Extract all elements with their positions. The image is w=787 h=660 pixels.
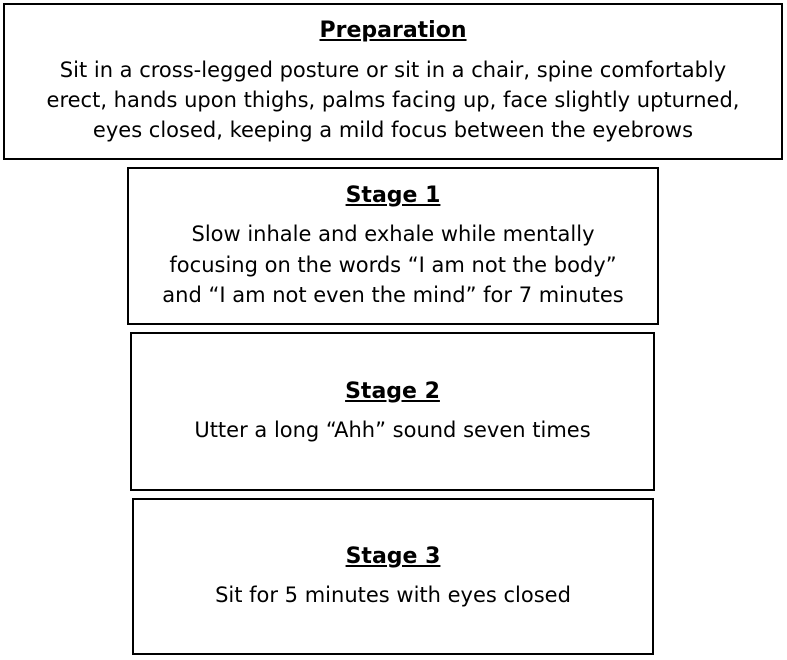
- stage-3-box: [132, 498, 654, 655]
- stage-1-text: Slow inhale and exhale while mentally focusing on the words “I am not the body” and “I am not even the mind” for 7 minutes: [162, 222, 624, 307]
- stage-2-title: Stage 2: [345, 378, 440, 404]
- stage-2-text: Utter a long “Ahh” sound seven times: [194, 418, 591, 443]
- preparation-box: [3, 3, 783, 160]
- stage-1-box: [127, 167, 659, 325]
- preparation-text: Sit in a cross-legged posture or sit in a chair, spine comfortably erect, hands upon thighs, palms facing up, face slightly upturned, eyes closed, keeping a mild focus between the eyebrows: [46, 57, 740, 143]
- stage-3-title: Stage 3: [345, 543, 441, 569]
- preparation-title: Preparation: [319, 18, 467, 44]
- stage-1-title: Stage 1: [345, 182, 441, 208]
- stage-2-box: [130, 332, 655, 491]
- stage-3-text: Sit for 5 minutes with eyes closed: [215, 583, 571, 608]
